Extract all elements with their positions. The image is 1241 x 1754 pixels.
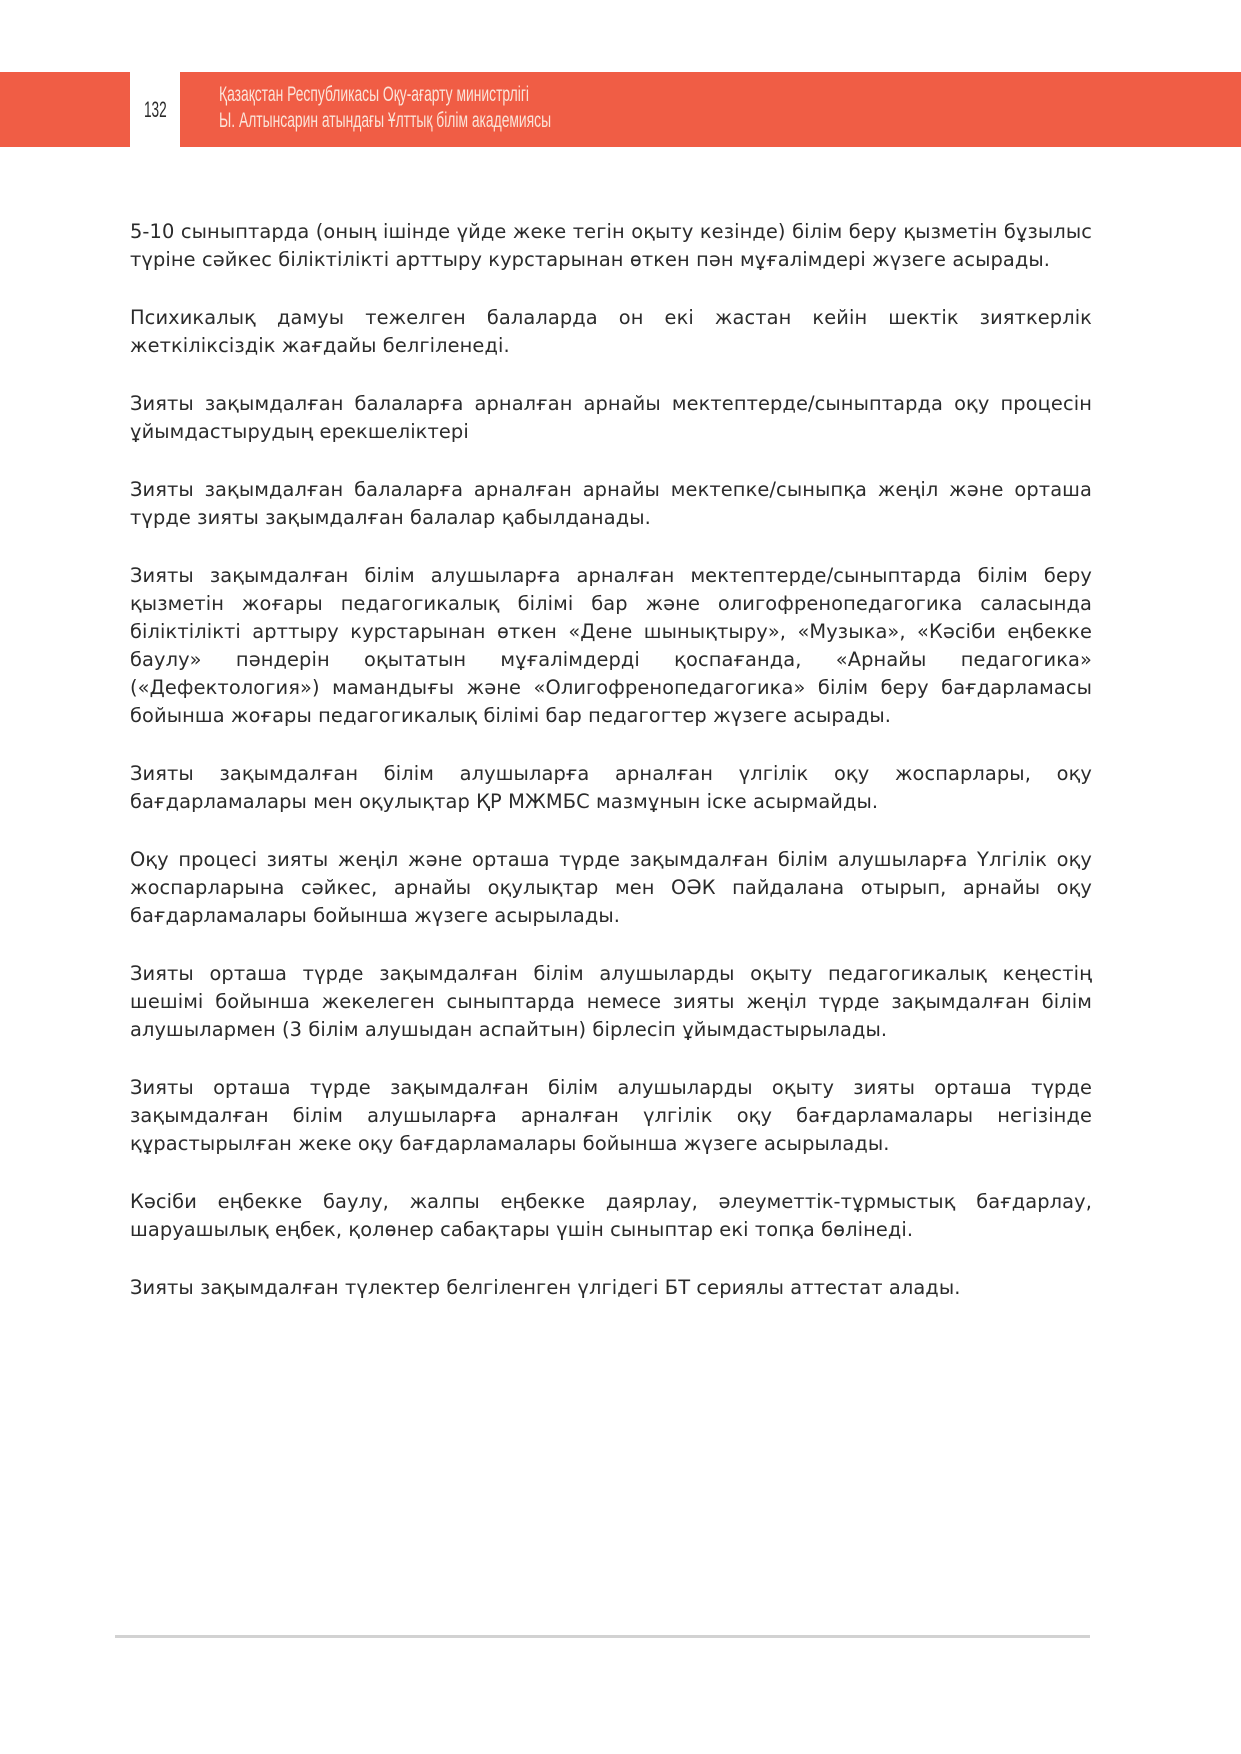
header-accent-block	[0, 72, 130, 147]
paragraph: Зияты зақымдалған балаларға арналған арнайы мектепке/сыныпқа жеңіл және орташа түрде зияты зақымдалған балалар қабылданады.	[130, 478, 1092, 529]
paragraph: Зияты зақымдалған білім алушыларға арналған мектептерде/сыныптарда білім беру қызметін жоғары педагогикалық білімі бар және олигофренопедагогика саласында біліктілікті арттыру курстарынан өткен «Дене шынықтыру», «Музыка», «Кәсіби еңбекке баулу» пәндерін оқытатын мұғалімдерді қоспағанда, «Арнайы педагогика» («Дефектология») мамандығы және «Олигофренопедагогика» білім беру бағдарламасы бойынша жоғары педагогикалық білімі бар педагогтер жүзеге асырады.	[130, 564, 1092, 727]
header-band	[180, 72, 1241, 147]
page-number	[130, 72, 180, 147]
page-number-text: 132	[143, 96, 167, 122]
page-body	[130, 218, 1092, 1332]
header-title-line2: Ы. Алтынсарин атындағы Ұлттық білім академиясы	[219, 109, 552, 132]
paragraph: Кәсіби еңбекке баулу, жалпы еңбекке даярлау, әлеуметтік-тұрмыстық бағдарлау, шаруашылық еңбек, қолөнер сабақтары үшін сыныптар екі топқа бөлінеді.	[130, 1190, 1092, 1241]
footer-divider	[115, 1635, 1090, 1638]
header-title	[219, 82, 551, 134]
paragraph: Оқу процесі зияты жеңіл және орташа түрде зақымдалған білім алушыларға Үлгілік оқу жоспарларына сәйкес, арнайы оқулықтар мен ОӘК пайдалана отырып, арнайы оқу бағдарламалары бойынша жүзеге асырылады.	[130, 848, 1092, 927]
paragraph: 5-10 сыныптарда (оның ішінде үйде жеке тегін оқыту кезінде) білім беру қызметін бұзылыс түріне сәйкес біліктілікті арттыру курстарынан өткен пән мұғалімдері жүзеге асырады.	[130, 220, 1092, 271]
paragraph: Зияты зақымдалған балаларға арналған арнайы мектептерде/сыныптарда оқу процесін ұйымдастырудың ерекшеліктері	[130, 392, 1092, 443]
paragraph: Психикалық дамуы тежелген балаларда он екі жастан кейін шектік зияткерлік жеткіліксіздік жағдайы белгіленеді.	[130, 306, 1092, 357]
paragraph: Зияты орташа түрде зақымдалған білім алушыларды оқыту зияты орташа түрде зақымдалған білім алушыларға арналған үлгілік оқу бағдарламалары негізінде құрастырылған жеке оқу бағдарламалары бойынша жүзеге асырылады.	[130, 1076, 1092, 1155]
paragraph: Зияты орташа түрде зақымдалған білім алушыларды оқыту педагогикалық кеңестің шешімі бойынша жекелеген сыныптарда немесе зияты жеңіл түрде зақымдалған білім алушылармен (3 білім алушыдан аспайтын) бірлесіп ұйымдастырылады.	[130, 962, 1092, 1041]
header-title-line1: Қазақстан Республикасы Оқу-ағарту министрлігі	[219, 83, 529, 106]
paragraph: Зияты зақымдалған білім алушыларға арналған үлгілік оқу жоспарлары, оқу бағдарламалары мен оқулықтар ҚР МЖМБС мазмұнын іске асырмайды.	[130, 762, 1092, 813]
paragraph: Зияты зақымдалған түлектер белгіленген үлгідегі БТ сериялы аттестат алады.	[130, 1276, 961, 1299]
